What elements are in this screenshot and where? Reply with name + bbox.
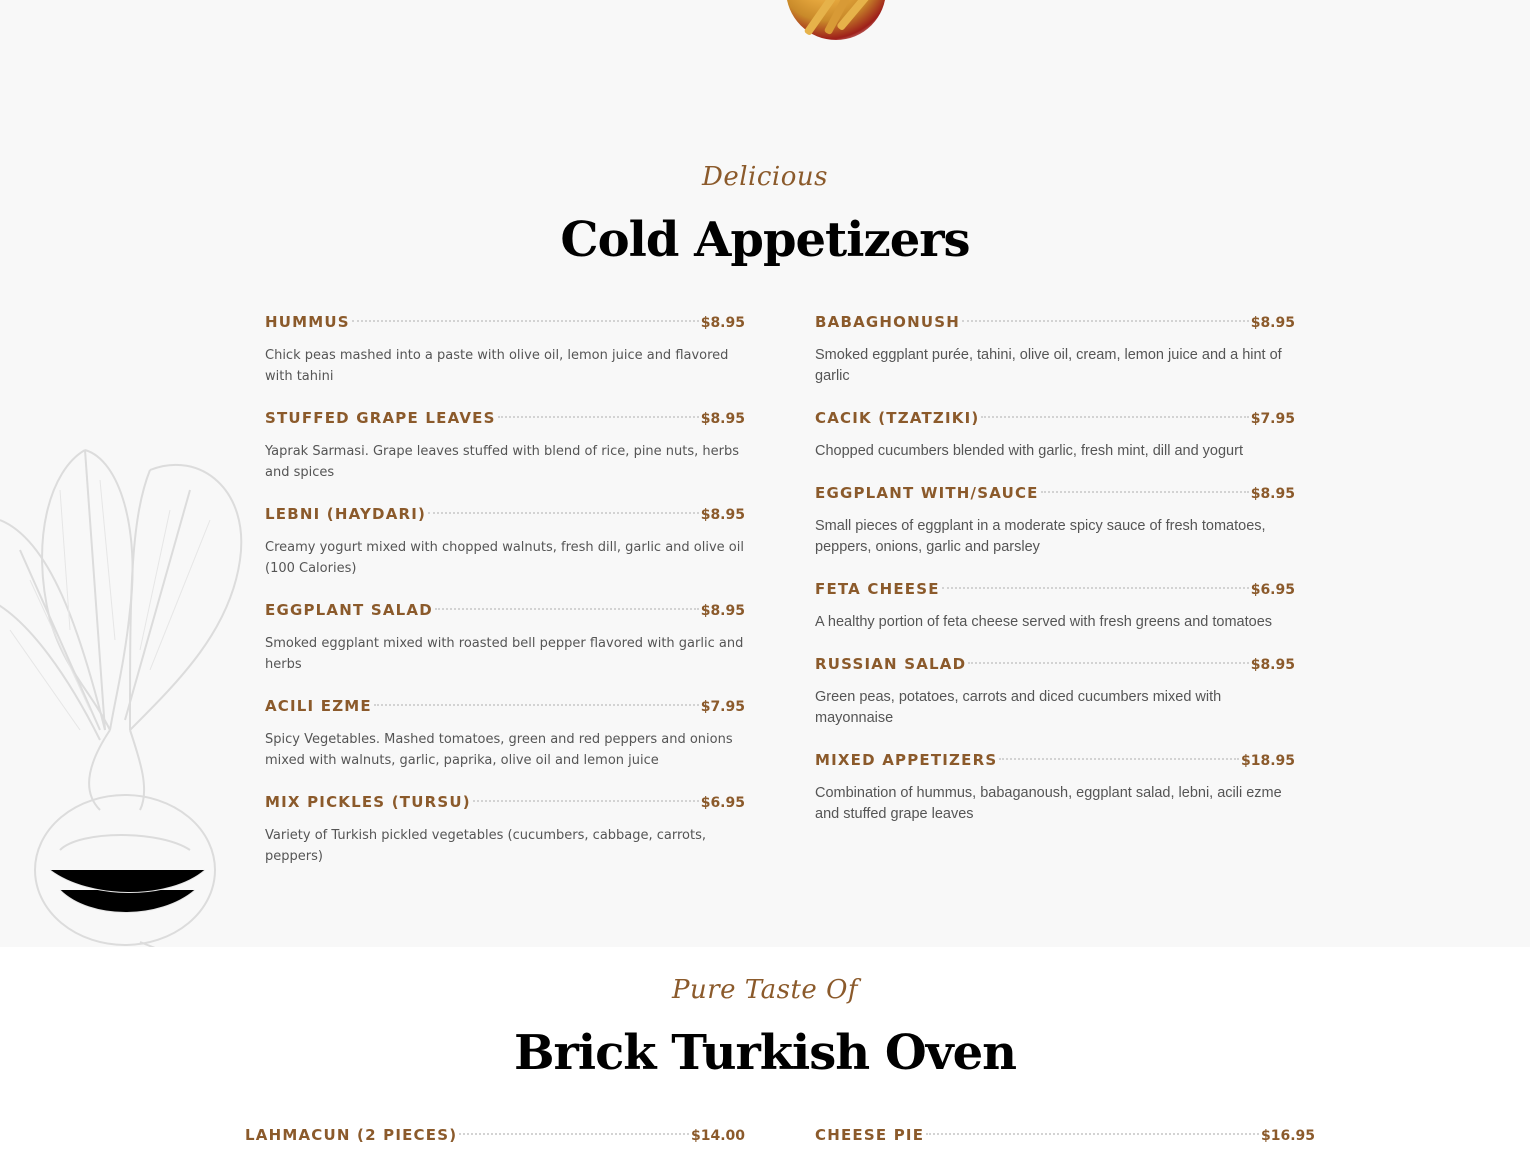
menu-item xyxy=(265,793,745,867)
menu-item xyxy=(815,484,1295,558)
menu-item xyxy=(265,313,745,387)
section-kicker: Delicious xyxy=(702,162,828,192)
menu-item-price: $8.95 xyxy=(700,411,745,427)
dotted-leader xyxy=(435,608,699,610)
menu-item xyxy=(815,409,1295,462)
dotted-leader xyxy=(352,320,699,322)
brick-oven-section xyxy=(0,947,1530,1149)
menu-item-price: $8.95 xyxy=(1250,315,1295,331)
section-title: Cold Appetizers xyxy=(560,212,970,268)
menu-column-right xyxy=(815,1126,1315,1148)
dotted-leader xyxy=(999,758,1239,760)
dotted-leader xyxy=(926,1133,1259,1135)
section-title: Brick Turkish Oven xyxy=(513,1025,1017,1081)
menu-item-price: $8.95 xyxy=(700,507,745,523)
menu-item-description: Small pieces of eggplant in a moderate spicy sauce of fresh tomatoes, peppers, onions, garlic and parsley xyxy=(815,518,1266,555)
menu-item-description: Chick peas mashed into a paste with olive oil, lemon juice and flavored with tahini xyxy=(265,348,729,384)
menu-item-price: $18.95 xyxy=(1240,753,1295,769)
menu-item xyxy=(245,1126,745,1146)
menu-item-name: FETA CHEESE xyxy=(815,580,940,598)
menu-item-description: Spicy Vegetables. Mashed tomatoes, green and red peppers and onions mixed with walnuts, garlic, paprika, olive oil and lemon juice xyxy=(265,732,733,768)
menu-item-description: Green peas, potatoes, carrots and diced cucumbers mixed with mayonnaise xyxy=(815,689,1222,726)
dotted-leader xyxy=(962,320,1249,322)
menu-item xyxy=(265,697,745,771)
section-kicker: Pure Taste Of xyxy=(671,975,859,1005)
menu-item-price: $8.95 xyxy=(1250,486,1295,502)
dotted-leader xyxy=(428,512,699,514)
menu-item-price: $16.95 xyxy=(1260,1128,1315,1144)
dotted-leader xyxy=(981,416,1248,418)
menu-item-name: EGGPLANT SALAD xyxy=(265,601,433,619)
menu-item xyxy=(265,601,745,675)
menu-item-name: BABAGHONUSH xyxy=(815,313,960,331)
menu-item-description: Yaprak Sarmasi. Grape leaves stuffed with blend of rice, pine nuts, herbs and spices xyxy=(265,444,740,480)
menu-item xyxy=(815,580,1295,633)
menu-item-price: $6.95 xyxy=(700,795,745,811)
menu-item xyxy=(815,655,1295,729)
dotted-leader xyxy=(374,704,699,706)
menu-item-name: HUMMUS xyxy=(265,313,350,331)
menu-item-price: $8.95 xyxy=(700,315,745,331)
menu-item-name: CHEESE PIE xyxy=(815,1126,925,1144)
menu-item-description: Smoked eggplant mixed with roasted bell pepper flavored with garlic and herbs xyxy=(265,636,744,672)
dotted-leader xyxy=(459,1133,689,1135)
menu-column-left xyxy=(245,1126,745,1148)
menu-item xyxy=(265,505,745,579)
menu-item-price: $7.95 xyxy=(1250,411,1295,427)
menu-column-left xyxy=(265,313,745,864)
menu-item-name: STUFFED GRAPE LEAVES xyxy=(265,409,496,427)
dotted-leader xyxy=(1041,491,1249,493)
menu-item-price: $8.95 xyxy=(700,603,745,619)
menu-column-right xyxy=(815,313,1295,853)
menu-item-name: EGGPLANT WITH/SAUCE xyxy=(815,484,1039,502)
menu-item-description: Chopped cucumbers blended with garlic, fresh mint, dill and yogurt xyxy=(815,443,1243,459)
menu-item-price: $7.95 xyxy=(700,699,745,715)
dotted-leader xyxy=(968,662,1248,664)
menu-item-name: CACIK (TZATZIKI) xyxy=(815,409,980,427)
menu-item-description: Variety of Turkish pickled vegetables (cucumbers, cabbage, carrots, peppers) xyxy=(265,828,707,864)
menu-item-price: $14.00 xyxy=(690,1128,745,1144)
menu-item-description: Combination of hummus, babaganoush, eggplant salad, lebni, acili ezme and stuffed grape leaves xyxy=(815,785,1282,822)
menu-item-name: LEBNI (HAYDARI) xyxy=(265,505,427,523)
menu-item-description: A healthy portion of feta cheese served with fresh greens and tomatoes xyxy=(815,614,1273,630)
menu-item xyxy=(815,1126,1315,1146)
menu-item-name: LAHMACUN (2 PIECES) xyxy=(245,1126,458,1144)
menu-item-price: $6.95 xyxy=(1250,582,1295,598)
menu-item-name: RUSSIAN SALAD xyxy=(815,655,967,673)
menu-item-name: ACILI EZME xyxy=(265,697,372,715)
dotted-leader xyxy=(498,416,699,418)
menu-item-name: MIX PICKLES (TURSU) xyxy=(265,793,471,811)
menu-item xyxy=(815,313,1295,387)
menu-item-name: MIXED APPETIZERS xyxy=(815,751,998,769)
dotted-leader xyxy=(473,800,699,802)
menu-item xyxy=(265,409,745,483)
vegetable-sketch-illustration xyxy=(0,430,260,947)
menu-item xyxy=(815,751,1295,825)
menu-item-description: Creamy yogurt mixed with chopped walnuts, fresh dill, garlic and olive oil (100 Calories) xyxy=(265,540,744,576)
menu-item-description: Smoked eggplant purée, tahini, olive oil, cream, lemon juice and a hint of garlic xyxy=(815,347,1282,384)
dotted-leader xyxy=(942,587,1249,589)
food-photo xyxy=(786,0,886,40)
menu-item-price: $8.95 xyxy=(1250,657,1295,673)
